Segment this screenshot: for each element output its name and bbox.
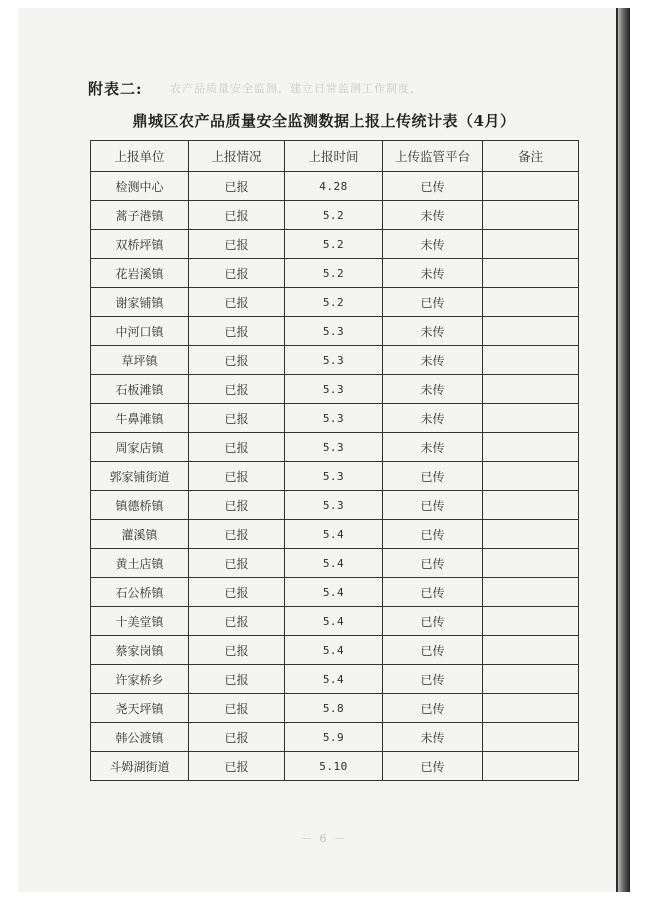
header-note: 备注	[483, 141, 579, 172]
cell-upload: 已传	[383, 694, 483, 723]
cell-note	[483, 375, 579, 404]
header-unit: 上报单位	[91, 141, 189, 172]
cell-status: 已报	[189, 636, 285, 665]
cell-date: 5.2	[285, 288, 383, 317]
cell-unit: 双桥坪镇	[91, 230, 189, 259]
cell-note	[483, 491, 579, 520]
cell-upload: 已传	[383, 462, 483, 491]
table-row	[91, 462, 579, 491]
cell-date: 5.3	[285, 462, 383, 491]
cell-date: 5.3	[285, 346, 383, 375]
cell-status: 已报	[189, 723, 285, 752]
cell-upload: 未传	[383, 433, 483, 462]
table-row	[91, 520, 579, 549]
cell-date: 5.3	[285, 317, 383, 346]
table-row	[91, 665, 579, 694]
report-table	[90, 140, 579, 781]
cell-date: 5.9	[285, 723, 383, 752]
table-row	[91, 230, 579, 259]
cell-status: 已报	[189, 288, 285, 317]
cell-note	[483, 665, 579, 694]
cell-upload: 已传	[383, 491, 483, 520]
cell-note	[483, 462, 579, 491]
cell-unit: 中河口镇	[91, 317, 189, 346]
table-row	[91, 404, 579, 433]
cell-status: 已报	[189, 404, 285, 433]
table-body	[91, 172, 579, 781]
cell-note	[483, 317, 579, 346]
table-row	[91, 259, 579, 288]
table-row	[91, 201, 579, 230]
cell-date: 5.4	[285, 549, 383, 578]
cell-status: 已报	[189, 201, 285, 230]
cell-date: 5.3	[285, 375, 383, 404]
cell-unit: 尧天坪镇	[91, 694, 189, 723]
cell-status: 已报	[189, 549, 285, 578]
cell-status: 已报	[189, 752, 285, 781]
document-title: 鼎城区农产品质量安全监测数据上报上传统计表（4月）	[132, 112, 516, 130]
cell-unit: 灌溪镇	[91, 520, 189, 549]
cell-upload: 未传	[383, 346, 483, 375]
header-date: 上报时间	[285, 141, 383, 172]
table-row	[91, 578, 579, 607]
cell-note	[483, 230, 579, 259]
table-row	[91, 694, 579, 723]
appendix-label: 附表二:	[88, 80, 143, 98]
cell-note	[483, 636, 579, 665]
cell-note	[483, 549, 579, 578]
cell-note	[483, 172, 579, 201]
cell-status: 已报	[189, 172, 285, 201]
cell-status: 已报	[189, 433, 285, 462]
cell-status: 已报	[189, 491, 285, 520]
cell-note	[483, 288, 579, 317]
header-upload: 上传监管平台	[383, 141, 483, 172]
cell-upload: 已传	[383, 172, 483, 201]
cell-status: 已报	[189, 259, 285, 288]
table-row	[91, 491, 579, 520]
cell-upload: 已传	[383, 520, 483, 549]
table-row	[91, 375, 579, 404]
cell-date: 5.3	[285, 433, 383, 462]
header-status: 上报情况	[189, 141, 285, 172]
table-row	[91, 752, 579, 781]
cell-note	[483, 723, 579, 752]
cell-date: 5.4	[285, 607, 383, 636]
cell-note	[483, 520, 579, 549]
cell-upload: 已传	[383, 665, 483, 694]
cell-unit: 检测中心	[91, 172, 189, 201]
cell-status: 已报	[189, 665, 285, 694]
table-row	[91, 317, 579, 346]
cell-upload: 已传	[383, 578, 483, 607]
cell-note	[483, 578, 579, 607]
table-row	[91, 607, 579, 636]
cell-unit: 郭家铺街道	[91, 462, 189, 491]
bleed-through-text: 农产品质量安全监测，建立日常监测工作制度，	[170, 82, 422, 95]
cell-note	[483, 404, 579, 433]
cell-date: 5.2	[285, 230, 383, 259]
cell-date: 5.10	[285, 752, 383, 781]
cell-upload: 未传	[383, 375, 483, 404]
cell-upload: 未传	[383, 201, 483, 230]
cell-unit: 牛鼻滩镇	[91, 404, 189, 433]
cell-status: 已报	[189, 346, 285, 375]
cell-unit: 石板滩镇	[91, 375, 189, 404]
cell-note	[483, 694, 579, 723]
cell-status: 已报	[189, 578, 285, 607]
cell-unit: 镇德桥镇	[91, 491, 189, 520]
cell-date: 5.4	[285, 520, 383, 549]
table-row	[91, 346, 579, 375]
table-row	[91, 172, 579, 201]
cell-unit: 谢家铺镇	[91, 288, 189, 317]
cell-upload: 已传	[383, 636, 483, 665]
cell-upload: 已传	[383, 752, 483, 781]
cell-unit: 石公桥镇	[91, 578, 189, 607]
cell-upload: 未传	[383, 259, 483, 288]
cell-date: 5.8	[285, 694, 383, 723]
table-row	[91, 723, 579, 752]
cell-upload: 已传	[383, 288, 483, 317]
cell-unit: 花岩溪镇	[91, 259, 189, 288]
cell-upload: 未传	[383, 230, 483, 259]
cell-unit: 黄土店镇	[91, 549, 189, 578]
cell-unit: 斗姆湖街道	[91, 752, 189, 781]
table-row	[91, 288, 579, 317]
cell-note	[483, 201, 579, 230]
page-number: － 6 －	[301, 832, 347, 845]
cell-unit: 草坪镇	[91, 346, 189, 375]
cell-date: 5.3	[285, 491, 383, 520]
cell-note	[483, 433, 579, 462]
cell-unit: 韩公渡镇	[91, 723, 189, 752]
cell-upload: 已传	[383, 607, 483, 636]
table-header-row	[91, 141, 579, 172]
cell-unit: 蔡家岗镇	[91, 636, 189, 665]
cell-status: 已报	[189, 230, 285, 259]
cell-status: 已报	[189, 462, 285, 491]
cell-date: 5.4	[285, 665, 383, 694]
cell-note	[483, 607, 579, 636]
cell-date: 5.3	[285, 404, 383, 433]
table-row	[91, 549, 579, 578]
cell-upload: 未传	[383, 317, 483, 346]
cell-note	[483, 346, 579, 375]
cell-upload: 未传	[383, 404, 483, 433]
cell-unit: 蒿子港镇	[91, 201, 189, 230]
cell-date: 5.2	[285, 259, 383, 288]
table-row	[91, 433, 579, 462]
cell-date: 5.4	[285, 636, 383, 665]
cell-unit: 周家店镇	[91, 433, 189, 462]
cell-note	[483, 259, 579, 288]
cell-unit: 许家桥乡	[91, 665, 189, 694]
cell-date: 5.4	[285, 578, 383, 607]
cell-status: 已报	[189, 375, 285, 404]
table-row	[91, 636, 579, 665]
cell-status: 已报	[189, 520, 285, 549]
cell-upload: 未传	[383, 723, 483, 752]
cell-upload: 已传	[383, 549, 483, 578]
cell-date: 4.28	[285, 172, 383, 201]
cell-status: 已报	[189, 694, 285, 723]
cell-date: 5.2	[285, 201, 383, 230]
cell-unit: 十美堂镇	[91, 607, 189, 636]
cell-status: 已报	[189, 317, 285, 346]
cell-status: 已报	[189, 607, 285, 636]
cell-note	[483, 752, 579, 781]
